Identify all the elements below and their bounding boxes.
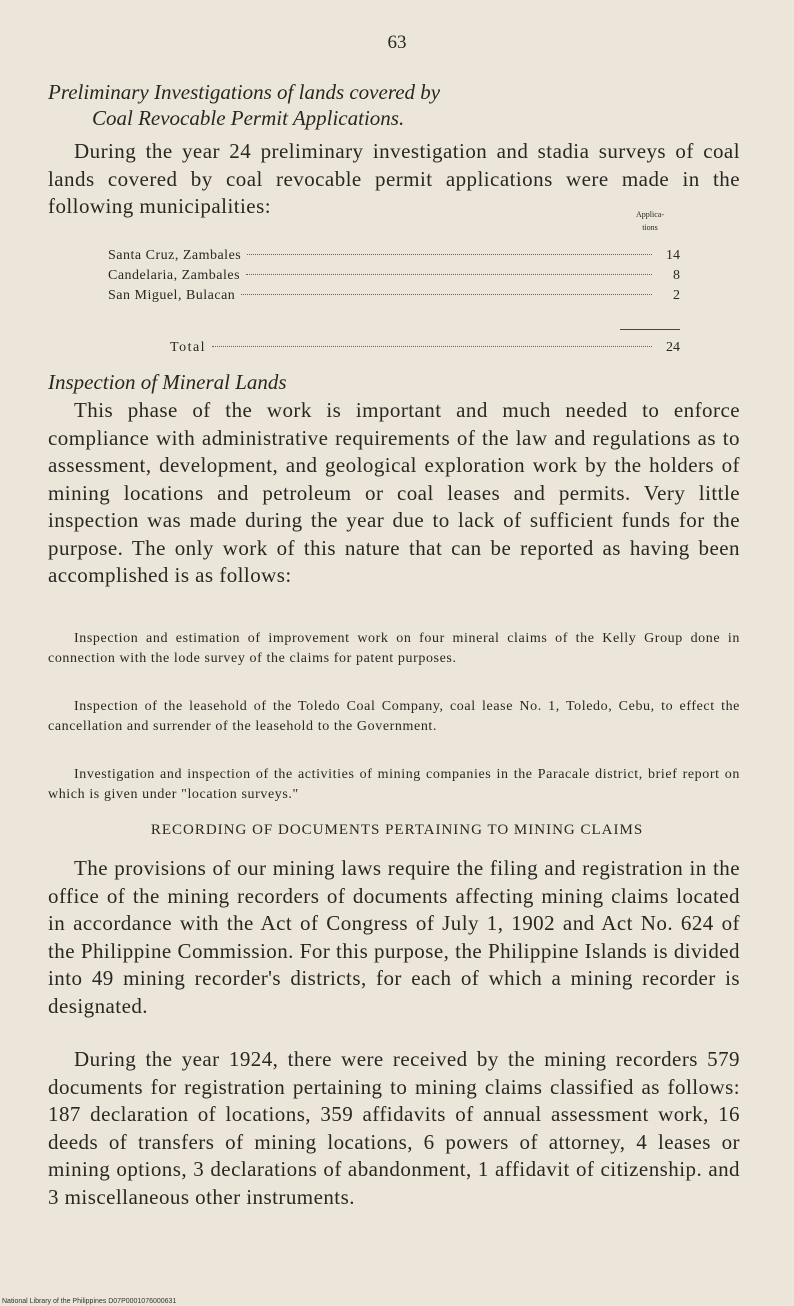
- table-row: [108, 248, 680, 268]
- scan-footer: National Library of the Philippines D07P0001076000631: [2, 1298, 177, 1305]
- section-title-line2: Coal Revocable Permit Applications.: [92, 106, 405, 130]
- page-number: 63: [387, 32, 407, 53]
- table-row: [108, 268, 680, 288]
- dot-leader: [241, 294, 652, 295]
- section-title-inspection: Inspection of Mineral Lands: [48, 370, 287, 394]
- dot-leader: [212, 346, 652, 347]
- section-heading-recording: RECORDING OF DOCUMENTS PERTAINING TO MINING CLAIMS: [150, 822, 644, 838]
- dot-leader: [246, 274, 652, 275]
- row-value: 8: [673, 268, 680, 283]
- row-name: Santa Cruz, Zambales: [108, 248, 242, 263]
- inspection-item: Inspection of the leasehold of the Toledo Coal Company, coal lease No. 1, Toledo, Cebu, to effect the cancellation and surrender of the leasehold to the Government.: [48, 699, 740, 734]
- total-value: 24: [666, 340, 680, 355]
- table-total-row: [170, 340, 680, 360]
- table-row: [108, 288, 680, 308]
- section-title-line1: Preliminary Investigations of lands covered by: [48, 80, 441, 104]
- inspection-item: Investigation and inspection of the activities of mining companies in the Paracale district, brief report on which is given under "location surveys.": [48, 767, 740, 802]
- row-name: Candelaria, Zambales: [108, 268, 241, 283]
- paragraph-preliminary: During the year 24 preliminary investigation and stadia surveys of coal lands covered by coal revocable permit applications were made in the following municipalities:: [48, 139, 740, 218]
- row-name: San Miguel, Bulacan: [108, 288, 236, 303]
- paragraph-recording-2: During the year 1924, there were received by the mining recorders 579 documents for registration pertaining to mining claims classified as follows: 187 declaration of locations, 359 affidavits of annual assessment work, 16 deeds of transfers of mining locations, 6 powers of attorney, 4 leases or mining options, 3 declarations of abandonment, 1 affidavit of citizenship. and 3 miscellaneous other instruments.: [48, 1047, 740, 1209]
- row-value: 14: [666, 248, 680, 263]
- dot-leader: [247, 254, 652, 255]
- total-label: Total: [170, 340, 207, 355]
- total-rule: [620, 329, 680, 330]
- inspection-item: Inspection and estimation of improvement work on four mineral claims of the Kelly Group done in connection with the lode survey of the claims for patent purposes.: [48, 631, 740, 666]
- paragraph-recording-1: The provisions of our mining laws require the filing and registration in the office of the mining recorders of documents affecting mining claims located in accordance with the Act of Congress of July 1, 1902 and Act No. 624 of the Philippine Commission. For this purpose, the Philippine Islands is divided into 49 mining recorder's districts, for each of which a mining recorder is designated.: [48, 856, 740, 1018]
- column-header: Applica- tions: [636, 210, 664, 232]
- row-value: 2: [673, 288, 680, 303]
- paragraph-inspection: This phase of the work is important and much needed to enforce compliance with administrative requirements of the law and regulations as to assessment, development, and geological exploration work by the holders of mining locations and petroleum or coal leases and permits. Very little inspection was made during the year due to lack of sufficient funds for the purpose. The only work of this nature that can be reported as having been accomplished is as follows:: [48, 398, 740, 587]
